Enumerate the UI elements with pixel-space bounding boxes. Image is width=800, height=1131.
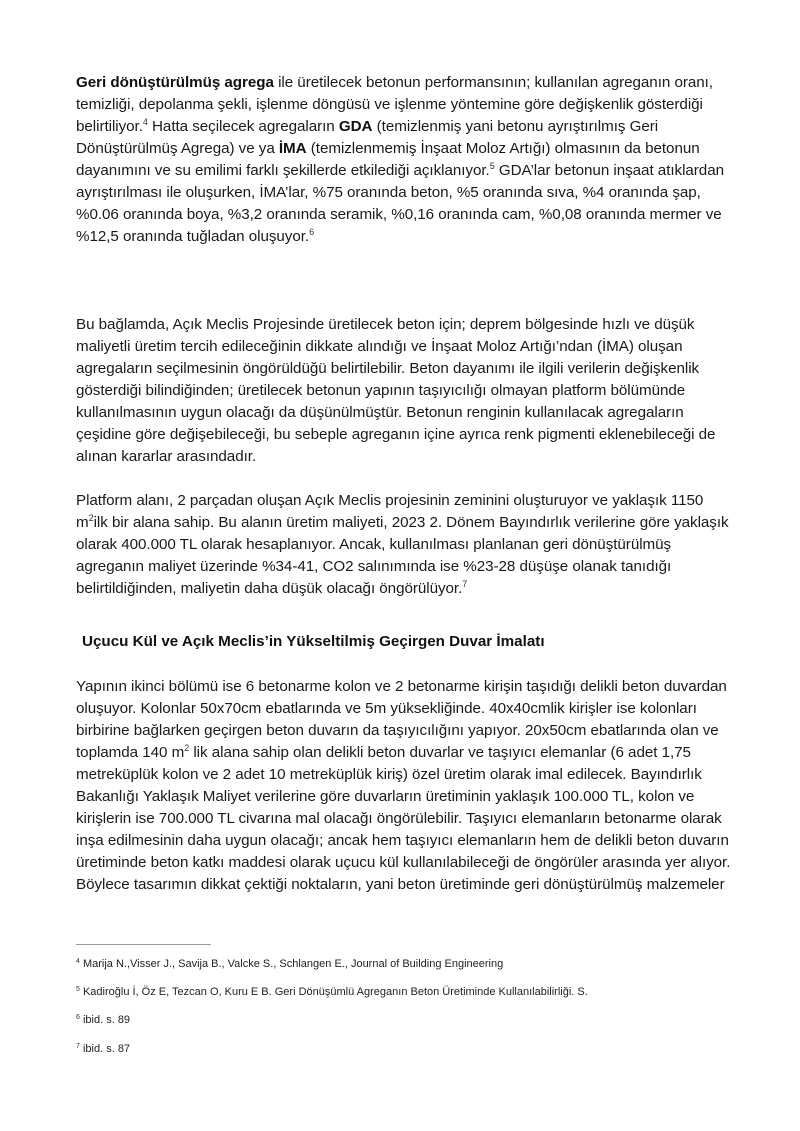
footnote-6: $^6$ ibid. s. 89 [76, 1014, 131, 1026]
footnote-4: $^4$ Marija N.,Visser J., Savija B., Valcke S., Schlangen E., Journal of Building Engineering [76, 958, 504, 970]
superscript-unit: 2 [184, 743, 190, 753]
footnote-7: $^7$ ibid. s. 87 [76, 1043, 131, 1055]
footnote-ref-4[interactable]: 4 [142, 117, 148, 127]
footnote-ref-7[interactable]: 7 [462, 579, 468, 589]
bold-term-gda: GDA [338, 118, 373, 135]
bold-term-recycled-aggregate: Geri dönüştürülmüş agrega [76, 74, 274, 91]
section-heading: Uçucu Kül ve Açık Meclis’in Yükseltilmiş Geçirgen Duvar İmalatı [82, 633, 545, 650]
paragraph-platform-cost: Platform alanı, 2 parçadan oluşan Açık Meclis projesinin zeminini oluşturuyor ve yaklaşık 1150 $m^2ilk$ bir alana sahip. Bu alanın üretim maliyeti, 2023 2. Dönem Bayındırlık verilerine göre yaklaşık olarak 400.000 TL olarak hesaplanıyor. Ancak, kullanılması planlanan geri dönüştürülmüş agreganın maliyet üzerinde %34-41, CO2 salınımında ise %23-28 düşüşe olanak tanıdığı belirtildiğinden, maliyetin daha düşük olacağı öngörülüyor.$^7$ [76, 492, 729, 597]
footnote-separator [76, 944, 211, 945]
bold-term-ima: İMA [278, 140, 307, 157]
footnote-ref-6[interactable]: 6 [309, 227, 315, 237]
paragraph-permeable-wall: Yapının ikinci bölümü ise 6 betonarme kolon ve 2 betonarme kirişin taşıdığı delikli beton duvardan oluşuyor. Kolonlar 50x70cm ebatlarında ve 5m yüksekliğinde. 40x40cmlik kirişler ise kolonları birbirine bağlarken geçirgen beton duvarın da taşıyıcılığını yapıyor. 20x50cm ebatlarında olan ve toplamda 140 $m^2$ lik alana sahip olan delikli beton duvarlar ve taşıyıcı elemanlar (6 adet 1,75 metreküplük kolon ve 2 adet 10 metreküplük kiriş) özel üretim olarak imal edilecek. Bayındırlık Bakanlığı Yaklaşık Maliyet verilerine göre duvarların üretiminin yaklaşık 100.000 TL, kolon ve kirişlerin ise 700.000 TL civarına mal olacağı öngörülebilir. Taşıyıcı elemanların betonarme olarak inşa edilmesinin daha uygun olacağı; ancak hem taşıyıcı elemanların hem de delikli beton duvarın üretiminde beton katkı maddesi olarak uçucu kül kullanılabileceği de öngörüler arasında yer alıyor. Böylece tasarımın dikkat çektiği noktaların, yani beton üretiminde geri dönüştürülmüş malzemeler [76, 678, 731, 893]
superscript-unit: 2 [88, 513, 94, 523]
footnote-ref-5[interactable]: 5 [489, 161, 495, 171]
paragraph-recycled-aggregate: Geri dönüştürülmüş agrega ile üretilecek betonun performansının; kullanılan agreganın oranı, temizliği, depolanma şekli, işlenme döngüsü ve işlenme yöntemine göre değişkenlik gösterdiği belirtiliyor.$^4$ Hatta seçilecek agregaların GDA (temizlenmiş yani betonu ayrıştırılmış Geri Dönüştürülmüş Agrega) ve ya İMA (temizlenmemiş İnşaat Moloz Artığı) olmasının da betonun dayanımını ve su emilimi farklı şekillerde etkilediği açıklanıyor.$^5$ GDA’lar betonun inşaat atıklardan ayrıştırılması ile oluşurken, İMA’lar, %75 oranında beton, %5 oranında sıva, %4 oranında şap, %0.06 oranında boya, %3,2 oranında seramik, %0,16 oranında cam, %0,08 oranında mermer ve %12,5 oranında tuğladan oluşuyor.$^6$ [76, 74, 724, 245]
paragraph-acik-meclis-concrete: Bu bağlamda, Açık Meclis Projesinde üretilecek beton için; deprem bölgesinde hızlı ve düşük maliyetli üretim tercih edileceğinin dikkate alındığı ve İnşaat Moloz Artığı’ndan (İMA) oluşan agregaların seçilmesinin öngörüldüğü belirtilebilir. Beton dayanımı ile ilgili verilerin değişkenlik gösterdiği bilindiğinden; üretilecek betonun yapının taşıyıcılığı olmayan platform bölümünde kullanılmasının uygun olacağı da düşünülmüştür. Betonun renginin kullanılacak agregaların çeşidine göre değişebileceği, bu sebeple agreganın içine ayrıca renk pigmenti eklenebileceği de alınan kararlar arasındadır. [76, 316, 716, 465]
footnote-5: $^5$ Kadiroğlu İ, Öz E, Tezcan O, Kuru E B. Geri Dönüşümlü Agreganın Beton Üretiminde Kullanılabilirliği. S. [76, 986, 588, 998]
